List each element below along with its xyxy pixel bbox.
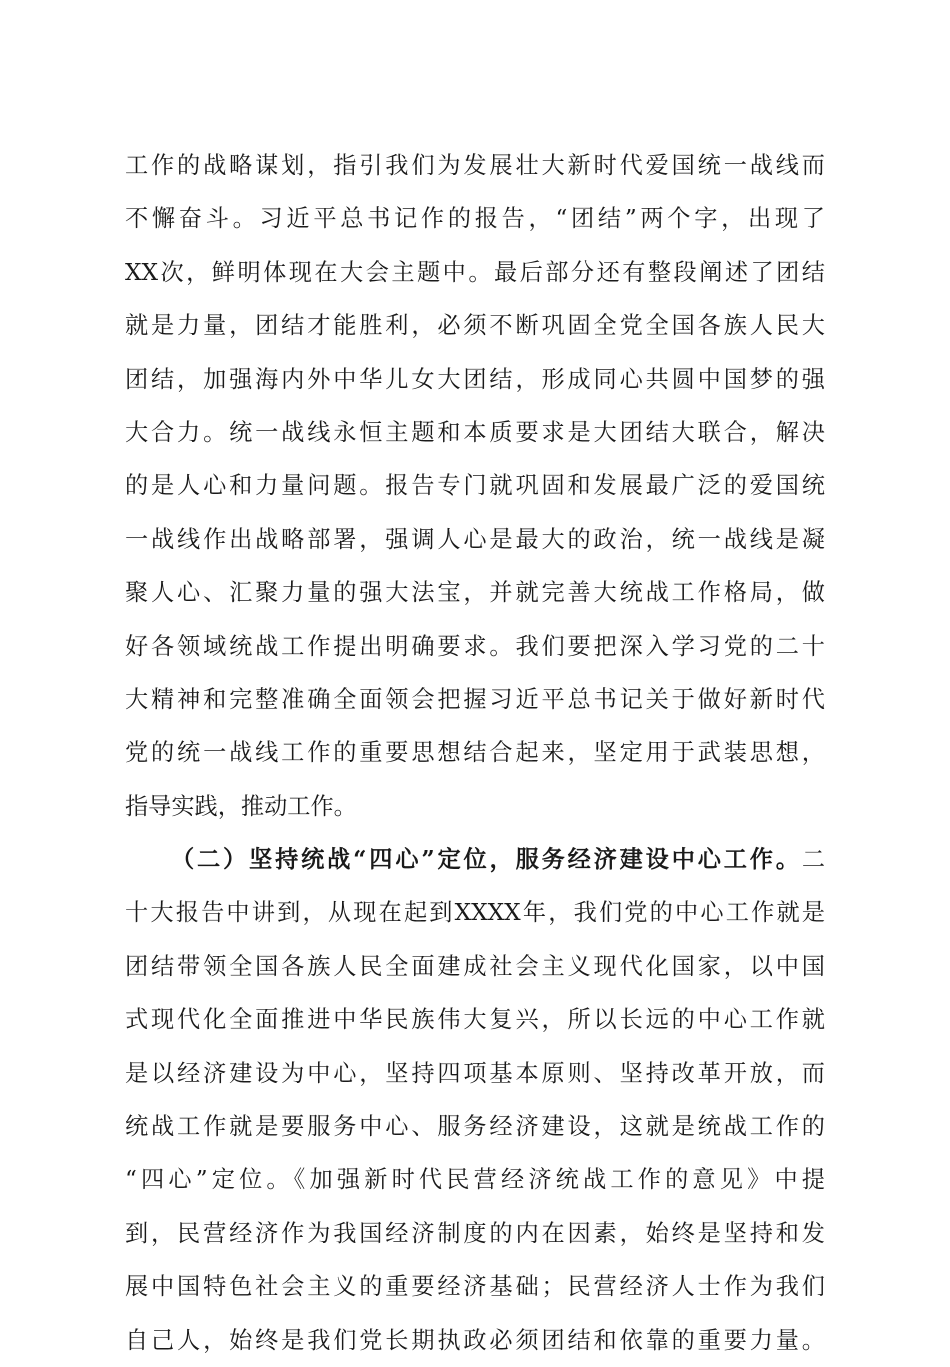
text-line [125,620,825,673]
text-line-content: XX次，鲜明体现在大会主题中。最后部分还有整段阐述了团结 [125,258,825,286]
text-line [125,780,825,833]
text-line [125,1100,825,1153]
text-line [125,726,825,779]
text-line-content: 一战线作出战略部署，强调人心是最大的政治，统一战线是凝 [125,525,825,553]
text-line [125,459,825,512]
text-line [125,139,825,192]
text-line [125,513,825,566]
text-line-content: 大合力。统一战线永恒主题和本质要求是大团结大联合，解决 [125,418,825,446]
text-line [125,673,825,726]
text-line-content: 大精神和完整准确全面领会把握习近平总书记关于做好新时代 [125,685,825,713]
section-heading-line [125,833,825,886]
text-line-content: 的是人心和力量问题。报告专门就巩固和发展最广泛的爱国统 [125,472,825,500]
text-line-content: 好各领域统战工作提出明确要求。我们要把深入学习党的二十 [125,632,825,660]
text-line [125,246,825,299]
text-line [125,1260,825,1313]
text-line-content: 不懈奋斗。习近平总书记作的报告，“团结”两个字，出现了 [125,205,825,233]
text-line-content: 党的统一战线工作的重要思想结合起来，坚定用于武装思想， [125,739,825,767]
text-line [125,886,825,939]
text-line [125,940,825,993]
body-text [125,139,825,1367]
text-line-content: 是以经济建设为中心，坚持四项基本原则、坚持改革开放，而 [125,1059,825,1087]
text-line-content: 到，民营经济作为我国经济制度的内在因素，始终是坚持和发 [125,1219,825,1247]
text-line-content: “四心”定位。《加强新时代民营经济统战工作的意见》中提 [125,1166,825,1194]
text-line [125,993,825,1046]
text-line [125,1207,825,1260]
text-line-content: 指导实践，推动工作。 [125,792,357,820]
text-line-content: 团结带领全国各族人民全面建成社会主义现代化国家，以中国 [125,952,825,980]
section-heading: （二）坚持统战“四心”定位，服务经济建设中心工作。 [171,846,802,874]
text-line-content: 二 [801,846,825,874]
text-line [125,353,825,406]
text-line [125,1153,825,1206]
text-line-content: 自己人，始终是我们党长期执政必须团结和依靠的重要力量。 [125,1326,825,1354]
text-line-content: 展中国特色社会主义的重要经济基础；民营经济人士作为我们 [125,1273,825,1301]
text-line [125,406,825,459]
text-line-content: 式现代化全面推进中华民族伟大复兴，所以长远的中心工作就 [125,1006,825,1034]
text-line [125,1047,825,1100]
text-line-content: 十大报告中讲到，从现在起到XXXX年，我们党的中心工作就是 [125,899,825,927]
text-line-content: 工作的战略谋划，指引我们为发展壮大新时代爱国统一战线而 [125,152,825,179]
section-heading-line-content [171,833,825,886]
text-line-content: 统战工作就是要服务中心、服务经济建设，这就是统战工作的 [125,1113,825,1141]
text-line-content: 聚人心、汇聚力量的强大法宝，并就完善大统战工作格局，做 [125,579,825,607]
text-line [125,566,825,619]
text-line-content: 就是力量，团结才能胜利，必须不断巩固全党全国各族人民大 [125,312,825,340]
text-line [125,1314,825,1367]
text-line-content: 团结，加强海内外中华儿女大团结，形成同心共圆中国梦的强 [125,365,825,393]
text-line [125,299,825,352]
text-line [125,192,825,245]
